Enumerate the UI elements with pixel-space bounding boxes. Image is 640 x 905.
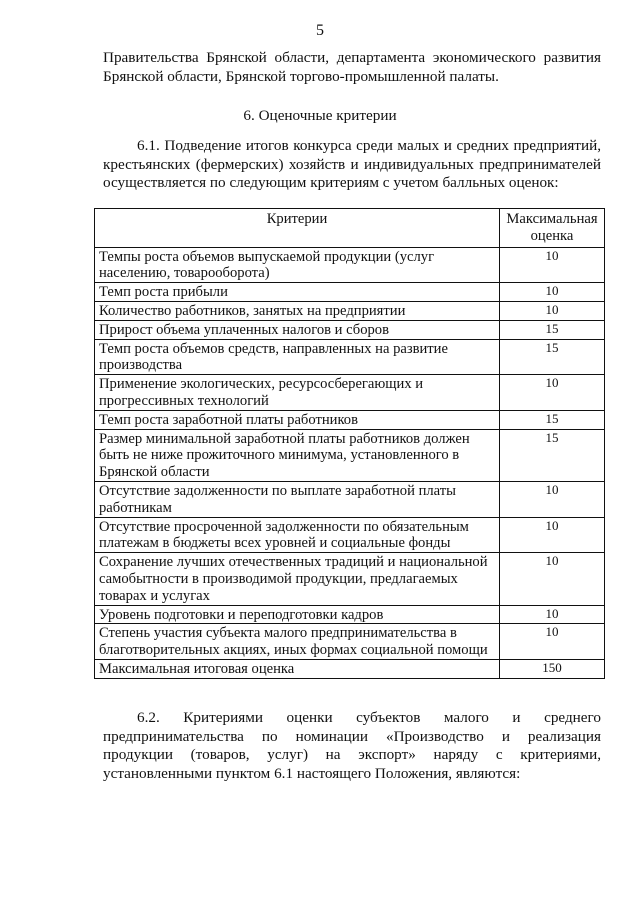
- paragraph-6-1: 6.1. Подведение итогов конкурса среди малых и средних предприятий, крестьянских (фермерских) хозяйств и индивидуальных предпринимателей осуществляется по следующим критериям с учетом балльных оценок:: [103, 137, 601, 191]
- criterion-cell: Максимальная итоговая оценка: [95, 659, 500, 678]
- section-heading: 6. Оценочные критерии: [243, 107, 397, 124]
- intro-paragraph: Правительства Брянской области, департамента экономического развития Брянской области, Брянской торгово-промышленной палаты.: [103, 49, 601, 85]
- table-row: [95, 410, 605, 429]
- score-cell: 10: [500, 481, 605, 517]
- header-score: [500, 209, 605, 248]
- criterion-cell: Применение экологических, ресурсосберегающих и прогрессивных технологий: [95, 375, 500, 411]
- header-criteria: [95, 209, 500, 248]
- table-row: [95, 517, 605, 553]
- table-row: [95, 659, 605, 678]
- criterion-cell: Темп роста объемов средств, направленных на развитие производства: [95, 339, 500, 375]
- header-criteria-label: Критерии: [266, 211, 328, 227]
- criteria-table: [94, 208, 605, 679]
- header-score-label: Максимальная оценка: [506, 211, 598, 244]
- table-row: [95, 481, 605, 517]
- table-row: [95, 553, 605, 605]
- page-number: 5: [316, 22, 324, 39]
- score-cell: 10: [500, 375, 605, 411]
- criteria-table-body: [95, 247, 605, 678]
- criterion-cell: Отсутствие задолженности по выплате заработной платы работникам: [95, 481, 500, 517]
- criterion-cell: Темп роста заработной платы работников: [95, 410, 500, 429]
- criterion-cell: Степень участия субъекта малого предпринимательства в благотворительных акциях, иных формах социальной помощи: [95, 624, 500, 660]
- score-cell: 150: [500, 659, 605, 678]
- score-cell: 10: [500, 517, 605, 553]
- table-row: [95, 429, 605, 481]
- score-cell: 10: [500, 605, 605, 624]
- table-row: [95, 320, 605, 339]
- criterion-cell: Размер минимальной заработной платы работников должен быть не ниже прожиточного минимума, установленного в Брянской области: [95, 429, 500, 481]
- table-row: [95, 301, 605, 320]
- paragraph-6-2: 6.2. Критериями оценки субъектов малого и среднего предпринимательства по номинации «Производство и реализация продукции (товаров, услуг) на экспорт» наряду с критериями, установленными пунктом 6.1 настоящего Положения, являются:: [103, 709, 601, 782]
- table-row: [95, 605, 605, 624]
- table-row: [95, 375, 605, 411]
- score-cell: 10: [500, 553, 605, 605]
- criterion-cell: Сохранение лучших отечественных традиций и национальной самобытности в производимой продукции, предлагаемых товарах и услугах: [95, 553, 500, 605]
- score-cell: 10: [500, 283, 605, 302]
- score-cell: 15: [500, 410, 605, 429]
- score-cell: 15: [500, 429, 605, 481]
- score-cell: 10: [500, 301, 605, 320]
- criterion-cell: Темпы роста объемов выпускаемой продукции (услуг населению, товарооборота): [95, 247, 500, 283]
- table-row: [95, 624, 605, 660]
- score-cell: 15: [500, 320, 605, 339]
- table-row: [95, 283, 605, 302]
- criterion-cell: Уровень подготовки и переподготовки кадров: [95, 605, 500, 624]
- criterion-cell: Отсутствие просроченной задолженности по обязательным платежам в бюджеты всех уровней и социальные фонды: [95, 517, 500, 553]
- table-row: [95, 339, 605, 375]
- criterion-cell: Прирост объема уплаченных налогов и сборов: [95, 320, 500, 339]
- score-cell: 15: [500, 339, 605, 375]
- score-cell: 10: [500, 624, 605, 660]
- criterion-cell: Темп роста прибыли: [95, 283, 500, 302]
- criterion-cell: Количество работников, занятых на предприятии: [95, 301, 500, 320]
- table-row: [95, 247, 605, 283]
- score-cell: 10: [500, 247, 605, 283]
- table-header-row: [95, 209, 605, 248]
